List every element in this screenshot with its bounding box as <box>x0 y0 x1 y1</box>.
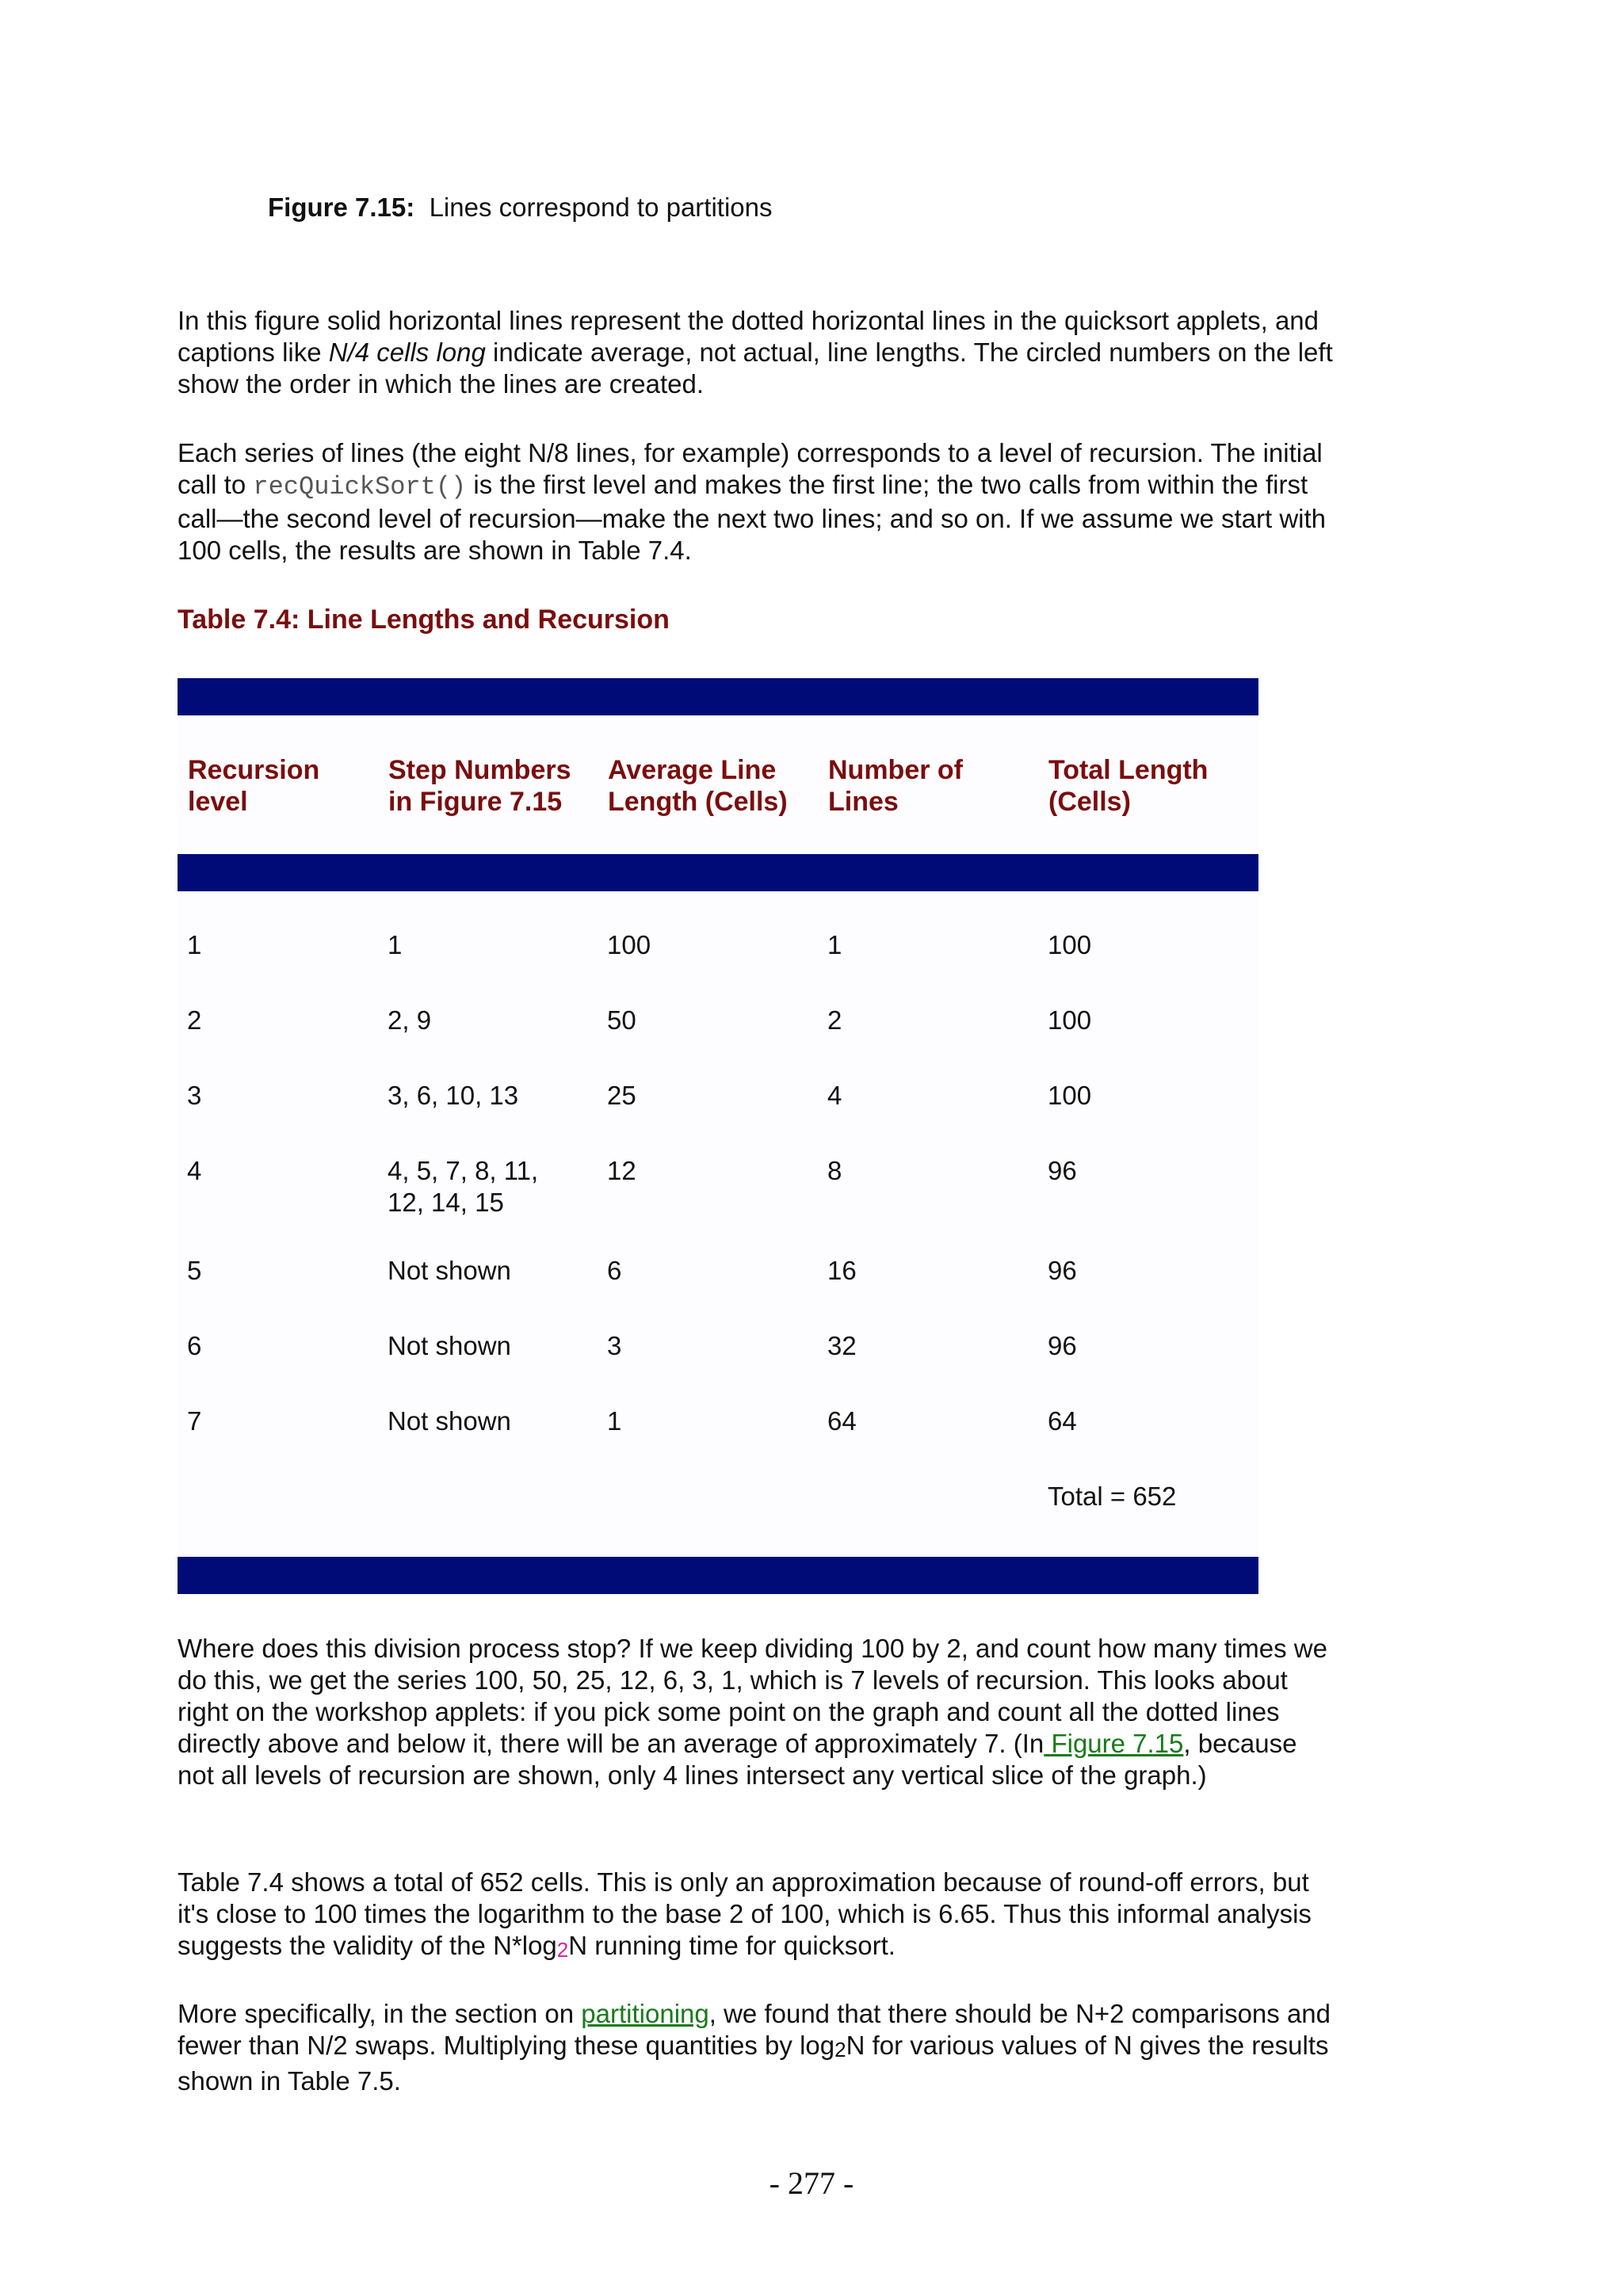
header-step-numbers: Step Numbers in Figure 7.15 <box>388 755 571 817</box>
paragraph-3-text-a: Where does this division process stop? If we keep dividing 100 by 2, and count how many times we do this, we get the series 100, 50, 25, 12, 6, 3, 1, which is 7 levels of recursion. This looks about right on the workshop applets: if you pick some point on the graph and count all the dotted lines directly above and below it, there will be an average of approximately 7. (In <box>178 1634 1327 1758</box>
header-number-of-lines: Number of Lines <box>828 755 963 817</box>
cell-count: 1 <box>827 930 842 959</box>
cell-average: 6 <box>607 1256 622 1285</box>
paragraph-1-text-b: indicate average, not actual, line lengths. The circled numbers on the left show the order in which the lines are created. <box>178 338 1333 399</box>
cell-total: 96 <box>1048 1256 1077 1285</box>
cell-total: 100 <box>1048 1005 1092 1035</box>
cell-total: 96 <box>1048 1331 1077 1360</box>
cell-count: 2 <box>827 1005 842 1035</box>
cell-total: 96 <box>1048 1156 1077 1185</box>
cell-steps: 4, 5, 7, 8, 11, 12, 14, 15 <box>388 1156 539 1217</box>
cell-total: 100 <box>1048 930 1092 959</box>
paragraph-1-text-a: In this figure solid horizontal lines represent the dotted horizontal lines in the quicksort applets, and captions like <box>178 306 1319 367</box>
figure-caption-text: Lines correspond to partitions <box>429 193 773 222</box>
paragraph-5-text-b: , we found that there should be N+2 comparisons and fewer than N/2 swaps. Multiplying these quantities by log <box>178 1999 1331 2060</box>
header-total-length: Total Length (Cells) <box>1048 755 1209 817</box>
paragraph-5-text-c: N for various values of N gives the results shown in Table 7.5. <box>178 2031 1329 2096</box>
cell-steps: 2, 9 <box>388 1005 432 1035</box>
table-row <box>0 1005 1623 1052</box>
cell-average: 50 <box>607 1005 636 1035</box>
paragraph-2-text-a: Each series of lines (the eight N/8 lines, for example) corresponds to a level of recursion. The initial call to <box>178 438 1323 499</box>
log-base-subscript: 2 <box>834 2038 846 2061</box>
cell-average: 12 <box>607 1156 636 1185</box>
log-base-subscript: 2 <box>556 1938 569 1962</box>
paragraph-4-text-a: Table 7.4 shows a total of 652 cells. This is only an approximation because of round-off errors, but it's close to 100 times the logarithm to the base 2 of 100, which is 6.65. Thus this informal analysis suggests the validity of the N*log <box>178 1867 1312 1960</box>
cell-level: 7 <box>187 1406 202 1436</box>
paragraph-5-text-a: More specifically, in the section on <box>178 1999 582 2028</box>
table-row <box>0 1330 1623 1378</box>
cell-steps: Not shown <box>388 1331 511 1360</box>
partitioning-link[interactable]: partitioning <box>581 1999 709 2028</box>
cell-count: 4 <box>827 1081 842 1110</box>
paragraph-3 <box>178 1633 1335 1791</box>
cell-steps: Not shown <box>388 1256 511 1285</box>
cell-steps: Not shown <box>388 1406 511 1436</box>
cell-count: 16 <box>827 1256 857 1285</box>
paragraph-5 <box>178 1998 1335 2097</box>
table-bottom-band <box>178 1557 1258 1594</box>
table-row <box>0 1080 1623 1127</box>
paragraph-2-text-b: is the first level and makes the first line; the two calls from within the first call—the second level of recursion—make the next two lines; and so on. If we assume we start with 100 cells, the results are shown in Table 7.4. <box>178 470 1327 565</box>
paragraph-2 <box>178 437 1335 566</box>
cell-count: 32 <box>827 1331 857 1360</box>
table-total-row <box>0 1481 1623 1528</box>
figure-caption-label: Figure 7.15: <box>268 193 415 222</box>
cell-level: 6 <box>187 1331 202 1360</box>
page-number: - 277 - <box>769 2165 854 2201</box>
cell-total: 100 <box>1048 1081 1092 1110</box>
cell-average: 3 <box>607 1331 622 1360</box>
cell-average: 100 <box>607 930 651 959</box>
cell-count: 8 <box>827 1156 842 1185</box>
cell-steps: 1 <box>388 930 403 959</box>
paragraph-1 <box>178 305 1335 400</box>
cell-average: 1 <box>607 1406 622 1436</box>
table-top-band <box>178 678 1258 715</box>
header-average-line-length: Average Line Length (Cells) <box>608 755 788 817</box>
table-header-row <box>0 754 1623 826</box>
cell-grand-total: Total = 652 <box>1048 1482 1177 1511</box>
table-title: Table 7.4: Line Lengths and Recursion <box>178 605 670 635</box>
table-row <box>0 1405 1623 1453</box>
cell-steps: 3, 6, 10, 13 <box>388 1081 519 1110</box>
figure-7-15-link[interactable]: Figure 7.15 <box>1044 1729 1184 1758</box>
table-row <box>0 929 1623 977</box>
cell-total: 64 <box>1048 1406 1077 1436</box>
paragraph-4 <box>178 1867 1335 1966</box>
figure-caption <box>268 190 773 225</box>
table-row <box>0 1155 1623 1234</box>
cell-level: 1 <box>187 930 202 959</box>
paragraph-3-text-b: , because not all levels of recursion are shown, only 4 lines intersect any vertical slice of the graph.) <box>178 1729 1297 1790</box>
cell-level: 3 <box>187 1081 202 1110</box>
cell-count: 64 <box>827 1406 857 1436</box>
cell-level: 2 <box>187 1005 202 1035</box>
code-recquicksort: recQuickSort() <box>253 472 467 502</box>
paragraph-4-text-b: N running time for quicksort. <box>568 1931 896 1960</box>
table-row <box>0 1255 1623 1302</box>
cell-average: 25 <box>607 1081 636 1110</box>
header-recursion-level: Recursion level <box>188 755 320 817</box>
table-header-band <box>178 854 1258 891</box>
cell-level: 5 <box>187 1256 202 1285</box>
cell-level: 4 <box>187 1156 202 1185</box>
paragraph-1-italic: N/4 cells long <box>328 338 486 367</box>
